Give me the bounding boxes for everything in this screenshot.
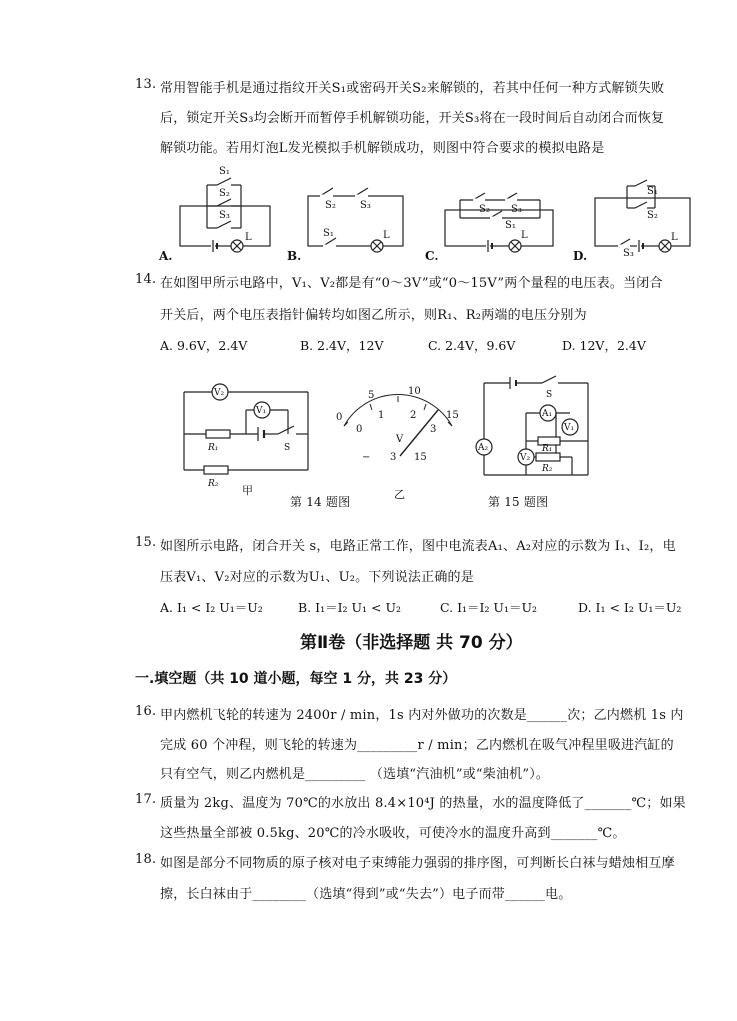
meter-upper-tick-0: 0 (336, 412, 343, 423)
jia-label-v2: V₂ (214, 388, 225, 398)
circuit-b-label-l: L (383, 230, 390, 241)
meter-lower-tick-3: 3 (430, 424, 437, 435)
circuit-b-label-s3: S₃ (360, 200, 371, 211)
q14-number: 14. (135, 272, 157, 287)
q15fig-label-v2: V₂ (520, 453, 531, 463)
circuit-d-label-l: L (671, 232, 678, 243)
q15-option-a: A. I₁ < I₂ U₁＝U₂ (160, 600, 263, 615)
circuit-c-label-s2: S₂ (479, 204, 490, 215)
q18-text-line1: 如图是部分不同物质的原子核对电子束缚能力强弱的排序图，可判断长白袜与蜡烛相互摩 (160, 856, 675, 871)
part2-heading: 第Ⅱ卷（非选择题 共 70 分） (300, 633, 523, 653)
circuit-c (445, 193, 553, 252)
q15-figure (470, 375, 600, 493)
q15-option-d: D. I₁ < I₂ U₁＝U₂ (578, 600, 682, 615)
caption-figure-15: 第 15 题图 (488, 495, 549, 509)
q15fig-label-v1: V₁ (564, 423, 575, 433)
meter-terminal-15: 15 (414, 452, 427, 463)
circuit-a-label-s2: S₂ (219, 188, 230, 199)
meter-unit: V (396, 434, 404, 445)
q15fig-label-r2: R₂ (542, 464, 553, 474)
q13-text-line2: 后，锁定开关S₃均会断开而暂停手机解锁功能，开关S₃将在一段时间后自动闭合而恢复 (160, 111, 665, 126)
q14-option-c: C. 2.4V，9.6V (428, 338, 516, 353)
circuit-a-label-l: L (245, 232, 252, 243)
q14-option-d: D. 12V，2.4V (562, 338, 646, 353)
q13-circuit-figures (155, 160, 715, 268)
q15fig-label-r1: R₁ (542, 444, 553, 454)
q14-text-line2: 开关后，两个电压表指针偏转均如图乙所示，则R₁、R₂两端的电压分别为 (160, 308, 587, 323)
q18-number: 18. (135, 852, 157, 867)
q14-text-line1: 在如图甲所示电路中，V₁、V₂都是有“0～3V”或“0～15V”两个量程的电压表。当闭合 (160, 276, 663, 291)
q15fig-label-a1: A₁ (542, 409, 553, 419)
q16-text-line3: 只有空气，则乙内燃机是_________ （选填“汽油机”或“柴油机”）。 (160, 767, 550, 782)
circuit-a-label-s1: S₁ (219, 166, 230, 177)
q18-text-line2: 擦，长白袜由于________（选填“得到”或“失去”）电子而带______电。 (160, 887, 572, 902)
circuit-d-label-s1: S₁ (647, 186, 658, 197)
q17-text-line1: 质量为 2kg、温度为 70℃的水放出 8.4×10⁴J 的热量，水的温度降低了_______℃；如果 (160, 796, 686, 811)
q15fig-label-s: S (546, 390, 553, 400)
jia-label: 甲 (242, 484, 253, 497)
caption-figure-14: 第 14 题图 (290, 495, 351, 509)
q15-number: 15. (135, 535, 157, 550)
q13-text-line1: 常用智能手机是通过指纹开关S₁或密码开关S₂来解锁的，若其中任何一种方式解锁失败 (160, 81, 665, 96)
q15fig-label-a2: A₂ (478, 443, 489, 453)
circuit-b-label-s1: S₁ (323, 228, 334, 239)
jia-label-v1: V₁ (256, 406, 267, 416)
circuit-a-label-s3: S₃ (219, 210, 230, 221)
meter-label: 乙 (394, 488, 405, 500)
q14-option-a: A. 9.6V，2.4V (160, 338, 248, 353)
circuit-c-label-s3: S₃ (511, 204, 522, 215)
circuit-b-label-s2: S₂ (325, 200, 336, 211)
circuit-c-letter: C. (425, 249, 439, 263)
circuit-b (308, 188, 403, 252)
q16-number: 16. (135, 704, 157, 719)
circuit-d-label-s2: S₂ (647, 210, 658, 221)
q15-option-b: B. I₁＝I₂ U₁ < U₂ (298, 600, 402, 615)
circuit-c-label-s1: S₁ (505, 220, 516, 231)
q17-text-line2: 这些热量全部被 0.5kg、20℃的冷水吸收，可使冷水的温度升高到_______℃。 (160, 826, 626, 841)
meter-upper-tick-15: 15 (446, 410, 459, 421)
q15-text-line1: 如图所示电路，闭合开关 s，电路正常工作，图中电流表A₁、A₂对应的示数为 I₁、I₂，电 (160, 539, 676, 554)
meter-lower-tick-0: 0 (356, 424, 363, 435)
meter-lower-tick-2: 2 (410, 410, 417, 421)
q16-text-line1: 甲内燃机飞轮的转速为 2400r / min，1s 内对外做功的次数是______次；乙内燃机 1s 内 (160, 708, 684, 723)
circuit-b-letter: B. (287, 249, 302, 263)
jia-label-r2: R₂ (208, 479, 219, 489)
section1-heading: 一.填空题（共 10 道小题，每空 1 分，共 23 分） (135, 671, 457, 687)
q14-option-b: B. 2.4V，12V (300, 338, 384, 353)
q14-figure-jia (178, 378, 318, 498)
circuit-c-label-l: L (521, 230, 528, 241)
q15-option-c: C. I₁＝I₂ U₁＝U₂ (440, 600, 538, 615)
meter-upper-tick-5: 5 (368, 390, 375, 401)
meter-upper-tick-10: 10 (408, 386, 421, 397)
meter-terminal-3: 3 (390, 452, 397, 463)
jia-label-r1: R₁ (208, 443, 219, 453)
q14-figure-meter (334, 380, 464, 500)
circuit-d-letter: D. (573, 249, 588, 263)
q13-number: 13. (135, 77, 157, 92)
circuit-d-label-s3: S₃ (623, 248, 634, 259)
meter-lower-tick-1: 1 (378, 410, 385, 421)
q15-text-line2: 压表V₁、V₂对应的示数为U₁、U₂。下列说法正确的是 (160, 570, 474, 585)
q17-number: 17. (135, 792, 157, 807)
circuit-a-letter: A. (159, 249, 173, 263)
q13-text-line3: 解锁功能。若用灯泡L发光模拟手机解锁成功，则图中符合要求的模拟电路是 (160, 141, 605, 156)
jia-label-s: S (284, 443, 291, 453)
q16-text-line2: 完成 60 个冲程，则飞轮的转速为_________r / min；乙内燃机在吸气冲程里吸进汽缸的 (160, 738, 674, 753)
meter-terminal-negative: − (362, 452, 371, 463)
